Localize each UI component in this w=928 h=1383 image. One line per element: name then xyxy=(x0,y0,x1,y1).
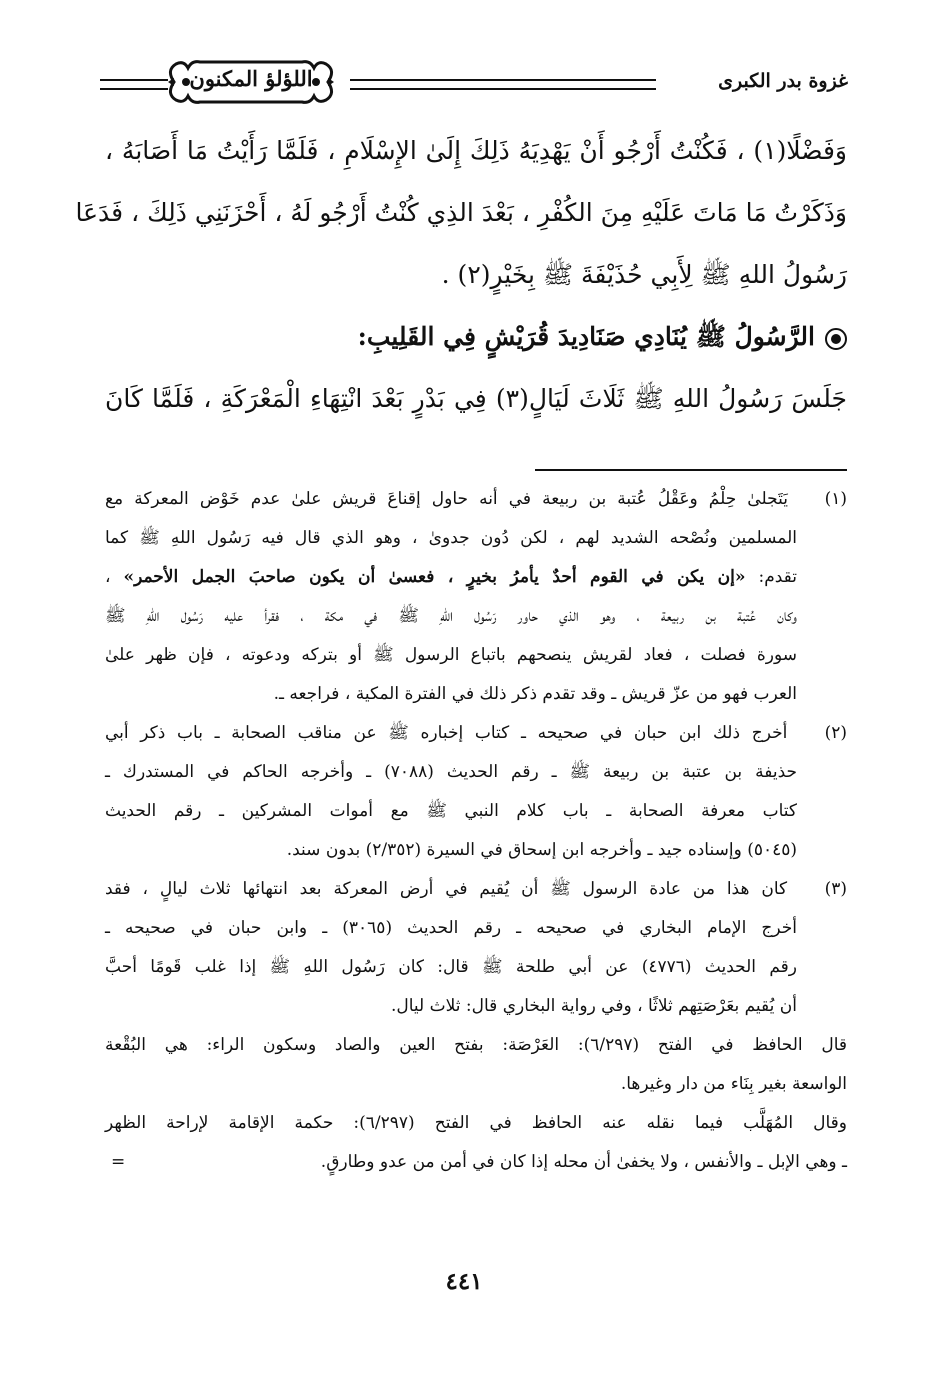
body-line: وَفَضْلًا(١) ، فَكُنْتُ أَرْجُو أَنْ يَهْدِيَهُ ذَلِكَ إِلَىٰ الإِسْلَامِ ، فَلَمَّا رَأَيْتُ مَا أَصَابَهُ ، xyxy=(105,136,847,165)
footnote-text: رقم الحديث (٤٧٧٦) عن أبي طلحة ﷺ قال: كان رَسُول اللهِ ﷺ إذا غلب قَومًا أحبَّ xyxy=(105,957,797,977)
footnote-text: وقال المُهَلَّب فيما نقله عنه الحافظ في الفتح (٦/٢٩٧): حكمة الإقامة لإراحة الظهر xyxy=(105,1113,847,1133)
footnote-text: أخرج ذلك ابن حبان في صحيحه ـ كتاب إخباره ﷺ عن مناقب الصحابة ـ باب ذكر أبي xyxy=(105,723,788,743)
footnote-text: المسلمين ونُصْحه الشديد لهم ، لكن دُون جدوىٰ ، وهو الذي قال فيه رَسُول اللهِ ﷺ كما xyxy=(105,528,797,548)
flower-ornament-icon xyxy=(825,328,847,350)
footnote-3 xyxy=(105,870,847,1182)
footnote-last-line xyxy=(105,1143,847,1182)
footnote-separator xyxy=(535,469,847,471)
continuation-mark: = xyxy=(111,1152,126,1172)
subheading-text: الرَّسُولُ ﷺ يُنَادِي صَنَادِيدَ قُرَيْشٍ فِي القَلِيبِ: xyxy=(357,322,815,351)
header-rule-right xyxy=(350,79,656,90)
footnote-text-part: ، xyxy=(105,567,124,587)
footnote-number: (٢) xyxy=(824,723,847,743)
footnote-text: أن يُقيم بعَرْصَتِهم ثلاثًا ، وفي رواية البخاري قال: ثلاث ليال. xyxy=(390,996,797,1016)
footnote-text-part: تقدم: xyxy=(745,567,797,587)
footnotes xyxy=(105,480,847,1182)
book-title-badge xyxy=(164,56,338,108)
footnote-text: أخرج الإمام البخاري في صحيحه ـ رقم الحديث (٣٠٦٥) ـ وابن حبان في صحيحه ـ xyxy=(105,918,797,938)
footnote-text: ـ وهي الإبل ـ والأنفس ، ولا يخفىٰ أن محله إذا كان في أمن من عدو وطارقٍ. xyxy=(320,1152,847,1172)
page-number: ٤٤١ xyxy=(445,1268,483,1295)
body-line: جَلَسَ رَسُولُ اللهِ ﷺ ثَلَاثَ لَيَالٍ(٣) فِي بَدْرٍ بَعْدَ انْتِهَاءِ الْمَعْرَكَةِ ، فَلَمَّا كَانَ xyxy=(105,384,847,413)
footnote-text: وكان عُتبة بن ربيعة ، وهو الذي حاور رَسُول اللهِ ﷺ في مكة ، فقرأ عليه رَسُول اللهِ ﷺ xyxy=(105,606,797,626)
footnote-number: (٣) xyxy=(824,879,848,899)
footnote-text: الواسعة بغير بِنَاء من دار وغيرها. xyxy=(620,1074,847,1094)
hadith-quote: «إن يكن في القوم أحدٌ يأمرُ بخيرٍ ، فعسىٰ أن يكون صاحبَ الجمل الأحمر» xyxy=(123,567,746,587)
section-title: غزوة بدر الكبرى xyxy=(718,70,848,92)
footnote-text xyxy=(105,558,847,597)
body-line: وَذَكَرْتُ مَا مَاتَ عَلَيْهِ مِنَ الكُفْرِ ، بَعْدَ الذِي كُنْتُ أَرْجُو لَهُ ، أَحْزَنَنِي ذَلِكَ ، فَدَعَا xyxy=(75,198,847,227)
footnote-text: كان هذا من عادة الرسول ﷺ أن يُقيم في أرض المعركة بعد انتهائها ثلاث ليالٍ ، فقد xyxy=(105,879,788,899)
footnote-1 xyxy=(105,480,847,714)
section-subheading xyxy=(105,306,847,368)
header-rule-left xyxy=(100,79,168,90)
page-header xyxy=(100,52,860,114)
footnote-text: كتاب معرفة الصحابة ـ باب كلام النبي ﷺ مع أموات المشركين ـ رقم الحديث xyxy=(105,801,797,821)
footnote-text: يَتَجلىٰ حِلْمُ وعَقْلُ عُتبة بن ربيعة في أنه حاول إقناعَ قريش علىٰ عدم خَوْض المعركة مع xyxy=(105,489,788,509)
footnote-text: حذيفة بن عتبة بن ربيعة ﷺ ـ رقم الحديث (٧٠٨٨) ـ وأخرجه الحاكم في المستدرك ـ xyxy=(105,762,798,782)
footnote-text: (٥٠٤٥) وإسناده جيد ـ وأخرجه ابن إسحاق في السيرة (٢/٣٥٢) بدون سند. xyxy=(286,840,797,860)
footnote-number: (١) xyxy=(824,489,848,509)
footnote-text: العرب فهو من عزّ قريش ـ وقد تقدم ذكر ذلك في الفترة المكية ، فراجعه ـ. xyxy=(273,684,797,704)
footnote-text: سورة فصلت ، فعاد لقريش ينصحهم باتباع الرسول ﷺ أو بتركه ودعوته ، فإن ظهر علىٰ xyxy=(105,645,797,665)
body-line: رَسُولُ اللهِ ﷺ لِأَبِي حُذَيْفَةَ ﷺ بِخَيْرٍ(٢) . xyxy=(441,260,847,289)
footnote-text: قال الحافظ في الفتح (٦/٢٩٧): العَرْصَة: بفتح العين والصاد وسكون الراء: هي البُقْعة xyxy=(105,1035,847,1055)
footnote-2 xyxy=(105,714,847,870)
main-text xyxy=(75,120,847,430)
book-title: اللؤلؤ المكنون xyxy=(189,66,313,91)
